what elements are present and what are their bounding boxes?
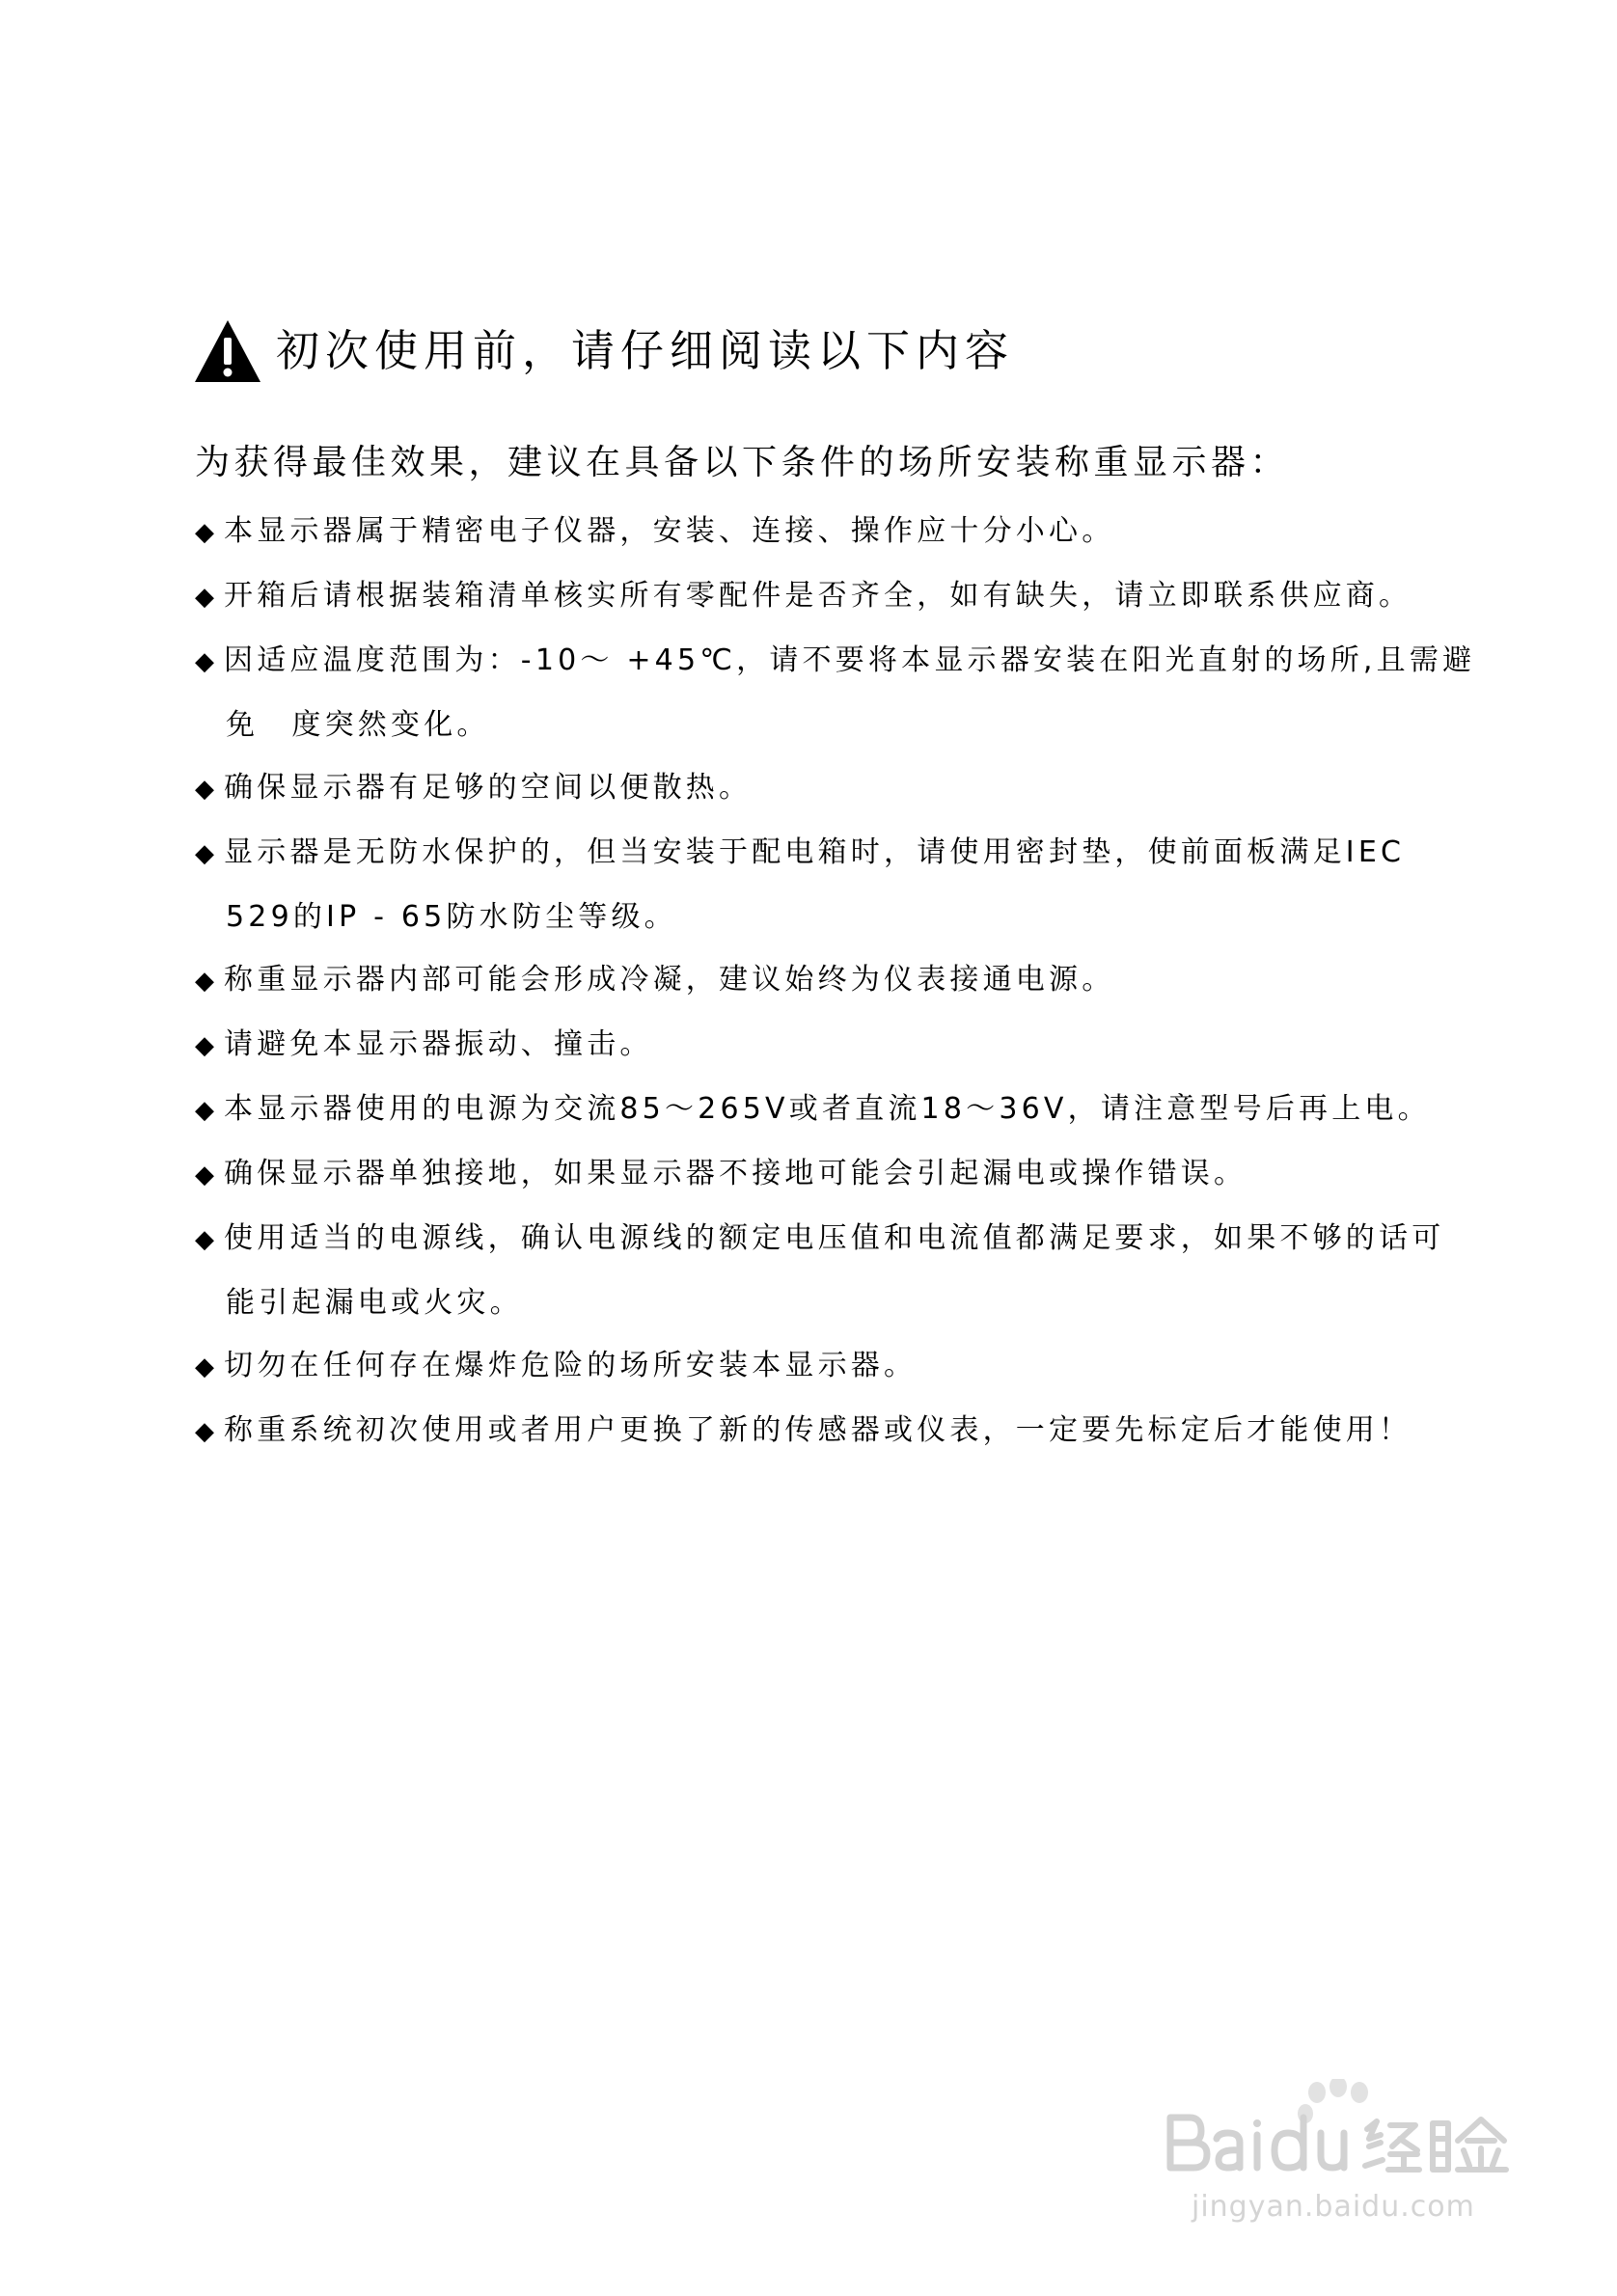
list-item-continuation: 能引起漏电或火灾。 bbox=[226, 1286, 523, 1320]
list-item-text: 确保显示器单独接地，如果显示器不接地可能会引起漏电或操作错误。 bbox=[224, 1157, 1247, 1190]
diamond-bullet-icon: ◆ bbox=[195, 839, 214, 868]
precautions-list bbox=[195, 500, 1476, 1463]
list-item-text: 称重系统初次使用或者用户更换了新的传感器或仪表，一定要先标定后才能使用！ bbox=[224, 1413, 1412, 1447]
list-item bbox=[195, 629, 1476, 756]
list-item-line bbox=[195, 1207, 1449, 1271]
baidu-jingyan-watermark bbox=[1153, 2050, 1539, 2243]
list-item bbox=[195, 948, 1449, 1013]
diamond-bullet-icon: ◆ bbox=[195, 775, 214, 804]
list-item bbox=[195, 1207, 1449, 1334]
list-item-line bbox=[195, 1334, 1449, 1399]
list-item bbox=[195, 1013, 1449, 1078]
list-item-line bbox=[195, 564, 1449, 629]
list-item-continuation: 529的IP - 65防水防尘等级。 bbox=[226, 900, 677, 934]
diamond-bullet-icon: ◆ bbox=[195, 967, 214, 996]
baidu-logo-icon bbox=[1163, 2079, 1529, 2175]
list-item-text: 显示器是无防水保护的，但当安装于配电箱时，请使用密封垫，使前面板满足IEC bbox=[224, 835, 1406, 869]
list-item-text: 因适应温度范围为：-10～ +45℃，请不要将本显示器安装在阳光直射的场所,且需避 bbox=[224, 643, 1476, 677]
diamond-bullet-icon: ◆ bbox=[195, 1225, 214, 1254]
diamond-bullet-icon: ◆ bbox=[195, 1031, 214, 1060]
diamond-bullet-icon: ◆ bbox=[195, 647, 214, 676]
warning-triangle-icon bbox=[193, 318, 262, 384]
diamond-bullet-icon: ◆ bbox=[195, 1353, 214, 1381]
list-item-text: 本显示器属于精密电子仪器，安装、连接、操作应十分小心。 bbox=[224, 514, 1115, 548]
list-item bbox=[195, 500, 1449, 564]
diamond-bullet-icon: ◆ bbox=[195, 583, 214, 612]
list-item-text: 开箱后请根据装箱清单核实所有零配件是否齐全，如有缺失，请立即联系供应商。 bbox=[224, 579, 1412, 613]
list-item-text: 确保显示器有足够的空间以便散热。 bbox=[224, 771, 753, 805]
list-item bbox=[195, 1334, 1449, 1399]
watermark-url: jingyan.baidu.com bbox=[1192, 2190, 1475, 2224]
list-item-line bbox=[195, 756, 1449, 821]
list-item bbox=[195, 821, 1449, 948]
list-item bbox=[195, 1399, 1449, 1463]
list-item-line bbox=[195, 500, 1449, 564]
list-item-line bbox=[195, 629, 1476, 694]
list-item bbox=[195, 1142, 1449, 1207]
list-item-text: 切勿在任何存在爆炸危险的场所安装本显示器。 bbox=[224, 1349, 918, 1382]
diamond-bullet-icon: ◆ bbox=[195, 1417, 214, 1446]
diamond-bullet-icon: ◆ bbox=[195, 518, 214, 547]
list-item-text: 请避免本显示器振动、撞击。 bbox=[224, 1027, 653, 1061]
list-item bbox=[195, 1078, 1449, 1142]
list-item-text: 使用适当的电源线，确认电源线的额定电压值和电流值都满足要求，如果不够的话可 bbox=[224, 1221, 1445, 1255]
list-item-text: 本显示器使用的电源为交流85～265V或者直流18～36V，请注意型号后再上电。 bbox=[224, 1092, 1431, 1126]
list-item bbox=[195, 564, 1449, 629]
list-item-line bbox=[195, 1078, 1449, 1142]
page-heading bbox=[193, 318, 1014, 384]
diamond-bullet-icon: ◆ bbox=[195, 1096, 214, 1125]
diamond-bullet-icon: ◆ bbox=[195, 1161, 214, 1189]
list-item-continuation: 免 度突然变化。 bbox=[226, 708, 490, 742]
list-item-line bbox=[195, 1142, 1449, 1207]
list-item bbox=[195, 756, 1449, 821]
list-item-line bbox=[195, 948, 1449, 1013]
list-item-text: 称重显示器内部可能会形成冷凝，建议始终为仪表接通电源。 bbox=[224, 963, 1115, 997]
list-item-line bbox=[195, 1013, 1449, 1078]
intro-text: 为获得最佳效果，建议在具备以下条件的场所安装称重显示器： bbox=[195, 443, 1290, 482]
heading-title: 初次使用前，请仔细阅读以下内容 bbox=[276, 325, 1015, 376]
list-item-line bbox=[195, 1399, 1449, 1463]
list-item-line bbox=[195, 821, 1449, 886]
